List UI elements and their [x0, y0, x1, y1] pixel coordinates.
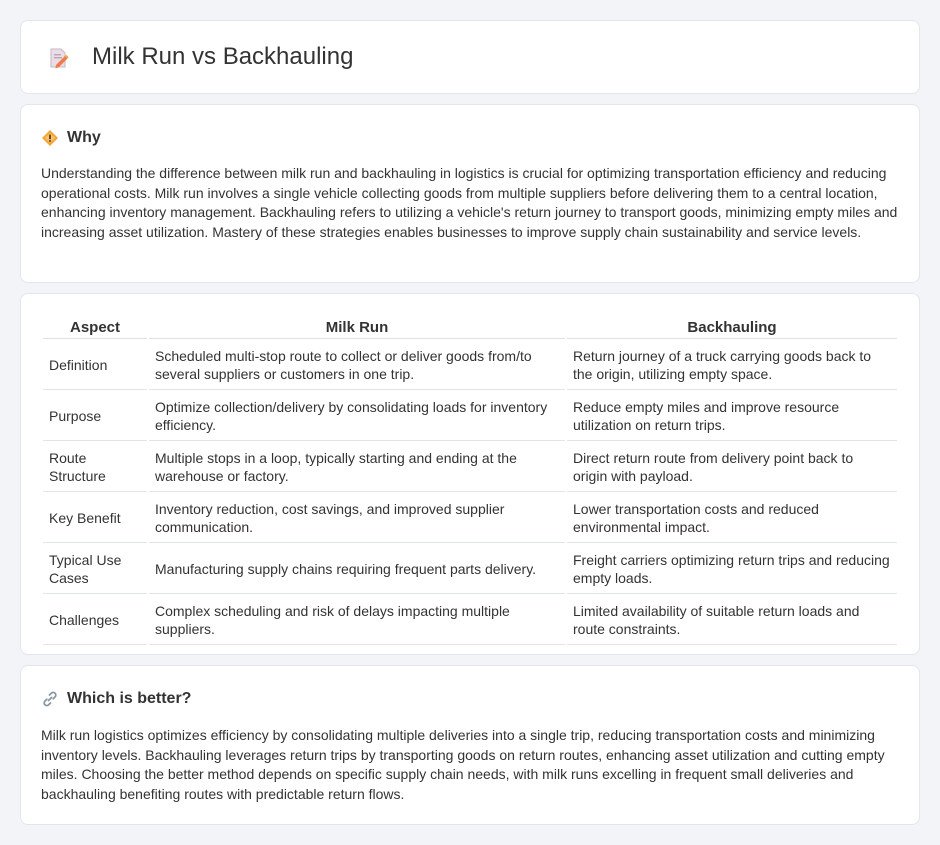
title-card — [20, 20, 920, 94]
aspect-cell: Route Structure — [43, 443, 147, 492]
table-row — [43, 596, 897, 645]
document-pencil-icon — [47, 46, 71, 70]
table-row — [43, 443, 897, 492]
header-aspect: Aspect — [43, 317, 147, 339]
milk-run-cell: Inventory reduction, cost savings, and improved supplier communication. — [149, 494, 565, 543]
backhauling-cell: Reduce empty miles and improve resource utilization on return trips. — [567, 392, 897, 441]
comparison-section — [20, 293, 920, 655]
backhauling-cell: Direct return route from delivery point back to origin with payload. — [567, 443, 897, 492]
better-heading-row — [41, 688, 191, 710]
link-icon — [41, 690, 59, 708]
backhauling-cell: Limited availability of suitable return loads and route constraints. — [567, 596, 897, 645]
table-row — [43, 341, 897, 390]
aspect-cell: Challenges — [43, 596, 147, 645]
header-backhauling: Backhauling — [567, 317, 897, 339]
comparison-table — [41, 315, 899, 647]
table-row — [43, 392, 897, 441]
aspect-cell: Purpose — [43, 392, 147, 441]
table-row — [43, 545, 897, 594]
backhauling-cell: Freight carriers optimizing return trips and reducing empty loads. — [567, 545, 897, 594]
backhauling-cell: Lower transportation costs and reduced environmental impact. — [567, 494, 897, 543]
milk-run-cell: Complex scheduling and risk of delays impacting multiple suppliers. — [149, 596, 565, 645]
aspect-cell: Definition — [43, 341, 147, 390]
better-heading: Which is better? — [67, 690, 192, 707]
table-header-row — [43, 317, 897, 339]
header-milk-run: Milk Run — [149, 317, 565, 339]
better-paragraph: Milk run logistics optimizes efficiency by consolidating multiple deliveries into a single trip, reducing transportation costs and minimizing inventory levels. Backhauling leverages return trips by transporting goods on return routes, enhancing asset utilization and cutting empty miles. Choosing the better method depends on specific supply chain needs, with milk runs excelling in frequent small deliveries and backhauling benefiting routes with predictable return flows. — [41, 727, 885, 802]
milk-run-cell: Scheduled multi-stop route to collect or deliver goods from/to several suppliers or customers in one trip. — [149, 341, 565, 390]
which-is-better-section — [20, 665, 920, 825]
aspect-cell: Typical Use Cases — [43, 545, 147, 594]
why-paragraph: Understanding the difference between milk run and backhauling in logistics is crucial for optimizing transportation efficiency and reducing operational costs. Milk run involves a single vehicle collecting goods from multiple suppliers before delivering them to a central location, enhancing inventory management. Backhauling refers to utilizing a vehicle's return journey to transport goods, minimizing empty miles and increasing asset utilization. Mastery of these strategies enables businesses to improve supply chain sustainability and service levels. — [41, 165, 898, 240]
why-heading: Why — [67, 129, 101, 146]
why-heading-row — [41, 127, 101, 149]
why-section — [20, 104, 920, 283]
page-title: Milk Run vs Backhauling — [92, 43, 354, 70]
diamond-warning-icon — [41, 129, 59, 147]
milk-run-cell: Manufacturing supply chains requiring frequent parts delivery. — [149, 545, 565, 594]
milk-run-cell: Multiple stops in a loop, typically starting and ending at the warehouse or factory. — [149, 443, 565, 492]
aspect-cell: Key Benefit — [43, 494, 147, 543]
table-row — [43, 494, 897, 543]
backhauling-cell: Return journey of a truck carrying goods back to the origin, utilizing empty space. — [567, 341, 897, 390]
milk-run-cell: Optimize collection/delivery by consolidating loads for inventory efficiency. — [149, 392, 565, 441]
